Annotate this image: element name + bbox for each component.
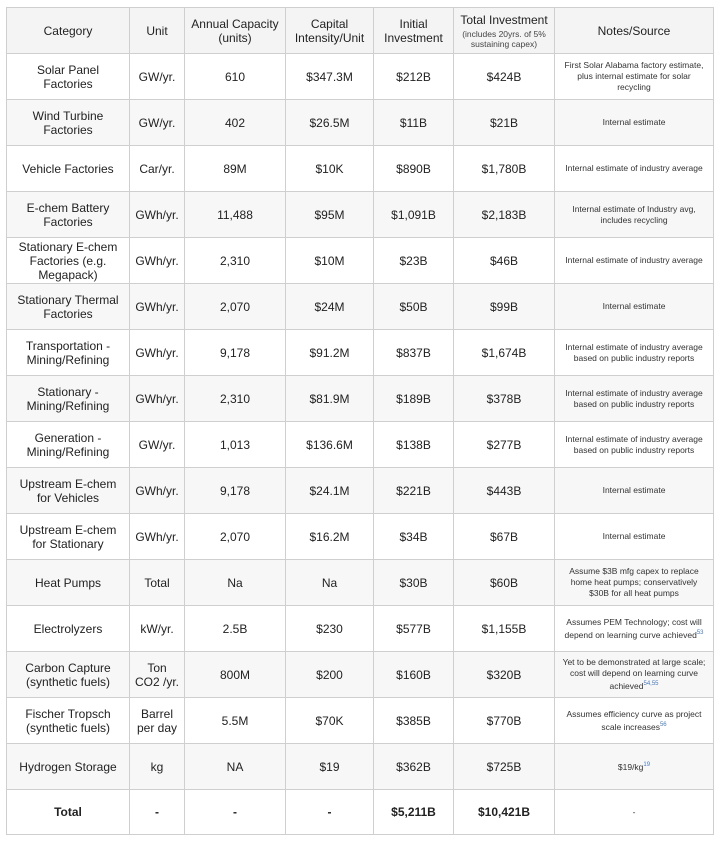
- intensity-cell-text: $91.2M: [309, 345, 350, 360]
- total-investment-cell: [454, 468, 555, 514]
- header-category: Category: [7, 8, 130, 54]
- intensity-cell: [286, 192, 374, 238]
- table-row: [7, 606, 714, 652]
- table-row: [7, 698, 714, 744]
- header-capacity: Annual Capacity (units): [185, 8, 286, 54]
- capacity-cell: [185, 422, 286, 468]
- initial-investment-cell-text: $160B: [396, 667, 431, 682]
- intensity-cell: [286, 652, 374, 698]
- initial-investment-cell-text: $221B: [396, 483, 431, 498]
- category-cell-text: Wind Turbine Factories: [32, 108, 104, 137]
- capacity-cell-text: 9,178: [219, 345, 251, 360]
- notes-cell-text: Internal estimate of industry average based on public industry reports: [565, 341, 703, 363]
- unit-cell: [130, 744, 185, 790]
- table-row: [7, 514, 714, 560]
- unit-cell: [130, 606, 185, 652]
- intensity-cell-text: $26.5M: [309, 115, 350, 130]
- capacity-cell: [185, 790, 286, 835]
- category-cell-text: Upstream E-chem for Vehicles: [19, 476, 117, 505]
- unit-cell-text: GWh/yr.: [135, 345, 179, 360]
- capacity-cell: [185, 698, 286, 744]
- capacity-cell-text: 1,013: [219, 437, 251, 452]
- initial-investment-cell-text: $212B: [396, 69, 431, 84]
- category-cell-text: Fischer Tropsch (synthetic fuels): [25, 706, 111, 735]
- unit-cell: [130, 698, 185, 744]
- category-cell-text: Hydrogen Storage: [19, 759, 117, 774]
- total-investment-cell: [454, 284, 555, 330]
- notes-cell-text: -: [632, 806, 636, 817]
- total-investment-cell-text: $10,421B: [477, 805, 531, 819]
- total-investment-cell: [454, 146, 555, 192]
- intensity-cell-text: $24.1M: [309, 483, 350, 498]
- category-cell: [7, 284, 130, 330]
- unit-cell-text: GWh/yr.: [135, 483, 179, 498]
- initial-investment-cell: [374, 330, 454, 376]
- intensity-cell-text: $136.6M: [306, 437, 353, 452]
- total-investment-cell: [454, 514, 555, 560]
- capacity-cell: [185, 54, 286, 100]
- unit-cell-text: GWh/yr.: [135, 391, 179, 406]
- unit-cell: [130, 514, 185, 560]
- intensity-cell-text: $10K: [315, 161, 344, 176]
- unit-cell: [130, 652, 185, 698]
- unit-cell-text: GWh/yr.: [135, 253, 179, 268]
- unit-cell: [130, 330, 185, 376]
- intensity-cell: [286, 560, 374, 606]
- unit-cell-text: GWh/yr.: [135, 299, 179, 314]
- initial-investment-cell: [374, 238, 454, 284]
- notes-cell-text: Internal estimate of Industry avg, includes recycling: [572, 203, 696, 225]
- unit-cell: [130, 146, 185, 192]
- capacity-cell: [185, 146, 286, 192]
- intensity-cell: [286, 284, 374, 330]
- notes-cell: [555, 284, 714, 330]
- table-row: [7, 284, 714, 330]
- intensity-cell-text: $95M: [314, 207, 345, 222]
- notes-cell: [555, 376, 714, 422]
- capacity-cell-text: 5.5M: [221, 713, 249, 728]
- capacity-cell: [185, 606, 286, 652]
- notes-cell: [555, 606, 714, 652]
- unit-cell: [130, 468, 185, 514]
- category-cell: [7, 330, 130, 376]
- notes-cell-text: Internal estimate of industry average: [565, 163, 703, 173]
- investment-table: [6, 7, 714, 835]
- table-row: [7, 100, 714, 146]
- initial-investment-cell-text: $5,211B: [391, 805, 436, 819]
- notes-cell-text: First Solar Alabama factory estimate, plus internal estimate for solar recycling: [564, 60, 704, 92]
- notes-cell: [555, 744, 714, 790]
- intensity-cell-text: $19: [319, 759, 340, 774]
- intensity-cell: [286, 54, 374, 100]
- notes-cell: [555, 560, 714, 606]
- capacity-cell-text: 800M: [219, 667, 251, 682]
- category-cell: [7, 376, 130, 422]
- intensity-cell-text: $70K: [315, 713, 344, 728]
- table-row: [7, 560, 714, 606]
- table-row: [7, 54, 714, 100]
- category-cell-text: Electrolyzers: [33, 621, 103, 636]
- initial-investment-cell: [374, 744, 454, 790]
- total-investment-cell-text: $67B: [489, 529, 519, 544]
- intensity-cell: [286, 744, 374, 790]
- category-cell: [7, 422, 130, 468]
- total-investment-cell: [454, 192, 555, 238]
- initial-investment-cell-text: $890B: [396, 161, 431, 176]
- capacity-cell: [185, 514, 286, 560]
- table-row: [7, 192, 714, 238]
- intensity-cell: [286, 376, 374, 422]
- total-investment-cell: [454, 330, 555, 376]
- initial-investment-cell: [374, 790, 454, 835]
- notes-cell-text: Yet to be demonstrated at large scale; cost will depend on learning curve achieved: [562, 657, 706, 691]
- category-cell: [7, 790, 130, 835]
- initial-investment-cell-text: $23B: [399, 253, 428, 268]
- notes-cell-text: Assumes efficiency curve as project scale increases: [566, 708, 702, 732]
- intensity-cell-text: $347.3M: [306, 69, 353, 84]
- notes-cell-text: Internal estimate: [602, 301, 666, 311]
- total-investment-cell-text: $424B: [486, 69, 522, 84]
- reference-link[interactable]: 19: [643, 762, 651, 769]
- unit-cell-text: Total: [144, 575, 170, 590]
- category-cell: [7, 54, 130, 100]
- notes-cell: [555, 100, 714, 146]
- initial-investment-cell-text: $138B: [396, 437, 431, 452]
- intensity-cell-text: $24M: [314, 299, 345, 314]
- initial-investment-cell: [374, 100, 454, 146]
- intensity-cell: [286, 146, 374, 192]
- capacity-cell-text: 2,070: [219, 529, 251, 544]
- notes-cell: [555, 468, 714, 514]
- intensity-cell-text: $230: [316, 621, 343, 636]
- capacity-cell: [185, 744, 286, 790]
- capacity-cell: [185, 652, 286, 698]
- intensity-cell: [286, 100, 374, 146]
- capacity-cell-text: 89M: [223, 161, 247, 176]
- capacity-cell-text: 2,070: [219, 299, 251, 314]
- category-cell-text: Vehicle Factories: [22, 161, 114, 176]
- category-cell: [7, 744, 130, 790]
- category-cell: [7, 238, 130, 284]
- notes-cell-text: $19/kg: [617, 761, 644, 772]
- total-investment-cell: [454, 790, 555, 835]
- unit-cell-text: GWh/yr.: [135, 529, 179, 544]
- total-investment-cell-text: $277B: [486, 437, 522, 452]
- unit-cell: [130, 238, 185, 284]
- category-cell: [7, 146, 130, 192]
- category-cell: [7, 560, 130, 606]
- category-cell: [7, 100, 130, 146]
- initial-investment-cell: [374, 606, 454, 652]
- notes-cell: [555, 54, 714, 100]
- total-investment-cell-text: $770B: [486, 713, 522, 728]
- intensity-cell: [286, 330, 374, 376]
- initial-investment-cell: [374, 698, 454, 744]
- capacity-cell-text: 402: [224, 115, 246, 130]
- initial-investment-cell-text: $577B: [396, 621, 431, 636]
- capacity-cell-text: 9,178: [219, 483, 251, 498]
- notes-cell: [555, 330, 714, 376]
- unit-cell: [130, 54, 185, 100]
- total-investment-cell: [454, 100, 555, 146]
- category-cell-text: Solar Panel Factories: [36, 62, 100, 91]
- capacity-cell-text: 2,310: [219, 391, 251, 406]
- intensity-cell: [286, 422, 374, 468]
- capacity-cell-text: -: [233, 805, 237, 819]
- capacity-cell-text: Na: [227, 575, 243, 590]
- total-investment-cell: [454, 744, 555, 790]
- table-row: [7, 146, 714, 192]
- total-investment-cell: [454, 238, 555, 284]
- notes-cell: [555, 422, 714, 468]
- header-intensity: Capital Intensity/Unit: [286, 8, 374, 54]
- capacity-cell-text: 2,310: [219, 253, 251, 268]
- intensity-cell-text: $10M: [314, 253, 345, 268]
- total-investment-cell: [454, 606, 555, 652]
- notes-cell-text: Assume $3B mfg capex to replace home heat pumps; conservatively $30B for all heat pumps: [569, 566, 699, 598]
- header-total: Total Investment (includes 20yrs. of 5% sustaining capex): [454, 8, 555, 54]
- notes-cell-text: Assumes PEM Technology; cost will depend on learning curve achieved: [564, 616, 702, 640]
- unit-cell-text: GW/yr.: [138, 115, 176, 130]
- category-cell-text: Generation - Mining/Refining: [26, 430, 110, 459]
- capacity-cell: [185, 560, 286, 606]
- header-initial: Initial Investment: [374, 8, 454, 54]
- notes-cell: [555, 146, 714, 192]
- header-row: [7, 8, 714, 54]
- table-row: [7, 422, 714, 468]
- notes-cell: [555, 514, 714, 560]
- category-cell: [7, 606, 130, 652]
- table-row: [7, 376, 714, 422]
- total-investment-cell-text: $46B: [489, 253, 519, 268]
- total-investment-cell: [454, 560, 555, 606]
- initial-investment-cell: [374, 468, 454, 514]
- initial-investment-cell-text: $362B: [396, 759, 431, 774]
- total-investment-cell-text: $99B: [489, 299, 519, 314]
- notes-cell: [555, 652, 714, 698]
- capacity-cell-text: 11,488: [217, 207, 253, 222]
- unit-cell: [130, 100, 185, 146]
- total-investment-cell-text: $443B: [486, 483, 522, 498]
- initial-investment-cell-text: $189B: [396, 391, 431, 406]
- intensity-cell: [286, 468, 374, 514]
- category-cell-text: E-chem Battery Factories: [26, 200, 110, 229]
- total-investment-cell-text: $1,674B: [481, 345, 527, 360]
- header-notes: Notes/Source: [555, 8, 714, 54]
- initial-investment-cell-text: $1,091B: [391, 207, 436, 222]
- notes-cell: [555, 698, 714, 744]
- unit-cell: [130, 422, 185, 468]
- unit-cell-text: GW/yr.: [138, 69, 176, 84]
- category-cell-text: Stationary - Mining/Refining: [26, 384, 110, 413]
- unit-cell: [130, 284, 185, 330]
- intensity-cell: [286, 238, 374, 284]
- category-cell: [7, 192, 130, 238]
- header-unit: Unit: [130, 8, 185, 54]
- initial-investment-cell-text: $11B: [399, 115, 428, 130]
- initial-investment-cell-text: $50B: [399, 299, 428, 314]
- header-total-sub: (includes 20yrs. of 5% sustaining capex): [462, 28, 546, 49]
- initial-investment-cell: [374, 560, 454, 606]
- initial-investment-cell: [374, 514, 454, 560]
- reference-link[interactable]: 56: [659, 721, 667, 728]
- total-investment-cell-text: $725B: [486, 759, 522, 774]
- capacity-cell: [185, 192, 286, 238]
- initial-investment-cell-text: $385B: [396, 713, 431, 728]
- total-investment-cell: [454, 54, 555, 100]
- capacity-cell: [185, 468, 286, 514]
- reference-link[interactable]: 54,55: [643, 681, 659, 688]
- intensity-cell-text: -: [327, 805, 332, 819]
- notes-cell-text: Internal estimate of industry average based on public industry reports: [565, 433, 703, 455]
- capacity-cell-text: 2.5B: [222, 621, 248, 636]
- intensity-cell-text: Na: [321, 575, 338, 590]
- total-row: [7, 790, 714, 835]
- capacity-cell: [185, 100, 286, 146]
- total-investment-cell-text: $1,155B: [481, 621, 527, 636]
- category-cell-text: Carbon Capture (synthetic fuels): [25, 660, 111, 689]
- intensity-cell: [286, 606, 374, 652]
- unit-cell-text: kg: [150, 759, 164, 774]
- capacity-cell: [185, 330, 286, 376]
- unit-cell-text: kW/yr.: [140, 621, 174, 636]
- capacity-cell-text: NA: [226, 759, 244, 774]
- total-investment-cell-text: $2,183B: [481, 207, 527, 222]
- initial-investment-cell: [374, 284, 454, 330]
- notes-cell: [555, 192, 714, 238]
- notes-cell-text: Internal estimate of industry average: [565, 255, 703, 265]
- unit-cell: [130, 560, 185, 606]
- total-investment-cell-text: $320B: [486, 667, 522, 682]
- initial-investment-cell: [374, 54, 454, 100]
- unit-cell-text: GW/yr.: [138, 437, 176, 452]
- unit-cell: [130, 790, 185, 835]
- capacity-cell: [185, 284, 286, 330]
- total-investment-cell: [454, 422, 555, 468]
- unit-cell-text: Car/yr.: [139, 161, 175, 176]
- unit-cell-text: Ton CO2 /yr.: [134, 660, 179, 689]
- initial-investment-cell: [374, 376, 454, 422]
- initial-investment-cell: [374, 192, 454, 238]
- unit-cell-text: GWh/yr.: [135, 207, 179, 222]
- reference-link[interactable]: 53: [696, 629, 704, 636]
- initial-investment-cell-text: $30B: [399, 575, 428, 590]
- intensity-cell-text: $81.9M: [309, 391, 350, 406]
- capacity-cell-text: 610: [224, 69, 246, 84]
- table-row: [7, 468, 714, 514]
- capacity-cell: [185, 238, 286, 284]
- total-investment-cell-text: $378B: [486, 391, 522, 406]
- unit-cell-text: Barrel per day: [136, 706, 178, 735]
- initial-investment-cell: [374, 146, 454, 192]
- intensity-cell: [286, 698, 374, 744]
- notes-cell-text: Internal estimate of industry average based on public industry reports: [565, 387, 703, 409]
- total-investment-cell-text: $60B: [489, 575, 519, 590]
- initial-investment-cell-text: $837B: [396, 345, 431, 360]
- notes-cell-text: Internal estimate: [602, 485, 666, 495]
- total-investment-cell: [454, 652, 555, 698]
- table-row: [7, 744, 714, 790]
- total-investment-cell: [454, 376, 555, 422]
- total-investment-cell-text: $1,780B: [481, 161, 527, 176]
- initial-investment-cell-text: $34B: [399, 529, 428, 544]
- category-cell: [7, 698, 130, 744]
- notes-cell-text: Internal estimate: [602, 531, 666, 541]
- table-row: [7, 652, 714, 698]
- notes-cell: [555, 238, 714, 284]
- unit-cell: [130, 376, 185, 422]
- capacity-cell: [185, 376, 286, 422]
- notes-cell: [555, 790, 714, 835]
- category-cell: [7, 468, 130, 514]
- category-cell: [7, 652, 130, 698]
- unit-cell: [130, 192, 185, 238]
- unit-cell-text: -: [155, 805, 159, 819]
- category-cell-text: Heat Pumps: [34, 575, 102, 590]
- category-cell: [7, 514, 130, 560]
- table-row: [7, 238, 714, 284]
- total-investment-cell-text: $21B: [489, 115, 519, 130]
- intensity-cell-text: $16.2M: [309, 529, 350, 544]
- intensity-cell-text: $200: [316, 667, 343, 682]
- total-investment-cell: [454, 698, 555, 744]
- category-cell-text: Stationary Thermal Factories: [17, 292, 119, 321]
- intensity-cell: [286, 790, 374, 835]
- initial-investment-cell: [374, 652, 454, 698]
- category-cell-text: Upstream E-chem for Stationary: [19, 522, 117, 551]
- notes-cell-text: Internal estimate: [602, 117, 666, 127]
- intensity-cell: [286, 514, 374, 560]
- table-row: [7, 330, 714, 376]
- initial-investment-cell: [374, 422, 454, 468]
- category-cell-text: Total: [54, 805, 82, 819]
- category-cell-text: Stationary E-chem Factories (e.g. Megapack): [18, 239, 118, 282]
- category-cell-text: Transportation - Mining/Refining: [25, 338, 111, 367]
